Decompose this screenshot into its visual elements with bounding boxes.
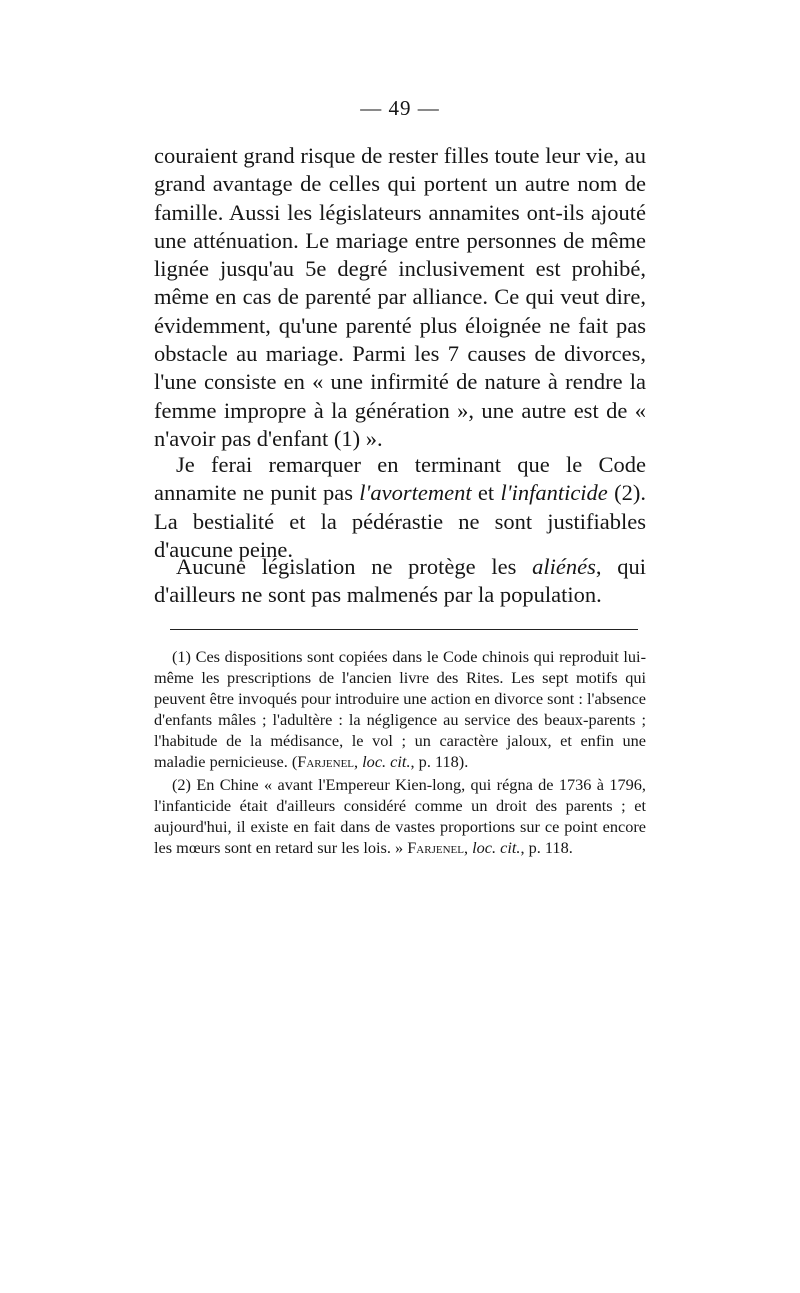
- italic-avortement: l'avortement: [359, 480, 472, 506]
- page-number: — 49 —: [360, 96, 440, 120]
- footnote-end: , p. 118.: [520, 838, 573, 858]
- footnote-author: Farjenel: [407, 838, 464, 858]
- footnote-citation: loc. cit.: [472, 838, 521, 858]
- footnote-separator: [170, 629, 638, 630]
- paragraph-alienes: [154, 553, 646, 610]
- footnote-author: Farjenel: [297, 752, 355, 772]
- footnote-2: [154, 774, 646, 858]
- footnote-text: (1) Ces dispositions sont copiées dans le Code chinois qui reproduit lui-même les prescriptions de l'ancien livre des Rites. Les sept motifs qui peuvent être invoqués pour introduire une action en divorce sont : l'absence d'enfants mâles ; l'adultère : la négligence au service des beaux-parents ; l'habitude de la médisance, le vol ; un caractère jaloux, et enfin une maladie pernicieuse. (: [154, 647, 646, 772]
- text-run: (2). La bestialité et la pédérastie ne sont justifiables d'aucune peine.: [154, 480, 646, 562]
- text-run: Aucune législation ne protège les: [176, 554, 533, 579]
- italic-alienes: aliénés: [532, 554, 596, 579]
- italic-infanticide: l'infanticide: [500, 480, 608, 506]
- footnote-citation: loc. cit.: [362, 752, 411, 772]
- footnote-1: [154, 646, 646, 773]
- footnote-sep: ,: [463, 838, 473, 858]
- footnote-sep: ,: [354, 752, 363, 772]
- text-run: Je ferai remarquer en terminant que le Code annamite ne punit pas: [154, 452, 646, 506]
- text-run: et: [471, 480, 501, 506]
- footnote-text: (2) En Chine « avant l'Empereur Kien-long, qui régna de 1736 à 1796, l'infanticide était d'ailleurs considéré comme un droit des parents ; et aujourd'hui, il existe en fait dans de vastes proportions sur ce point encore les mœurs sont en retard sur les lois. »: [154, 775, 646, 858]
- footnote-end: , p. 118).: [410, 752, 469, 772]
- paragraph-code-annamite: [154, 451, 646, 564]
- paragraph-marriage-divorce: couraient grand risque de rester filles toute leur vie, au grand avantage de celles qui portent un autre nom de famille. Aussi les législateurs annamites ont-ils ajouté une atténuation. Le mariage entre personnes de même lignée jusqu'au 5e degré inclusivement est prohibé, même en cas de parenté par alliance. Ce qui veut dire, évidemment, qu'une parenté plus éloignée ne fait pas obstacle au mariage. Parmi les 7 causes de divorces, l'une consiste en « une infirmité de nature à rendre la femme impropre à la génération », une autre est de « n'avoir pas d'enfant (1) ».: [154, 143, 646, 451]
- text-run: , qui d'ailleurs ne sont pas malmenés par la population.: [154, 554, 646, 608]
